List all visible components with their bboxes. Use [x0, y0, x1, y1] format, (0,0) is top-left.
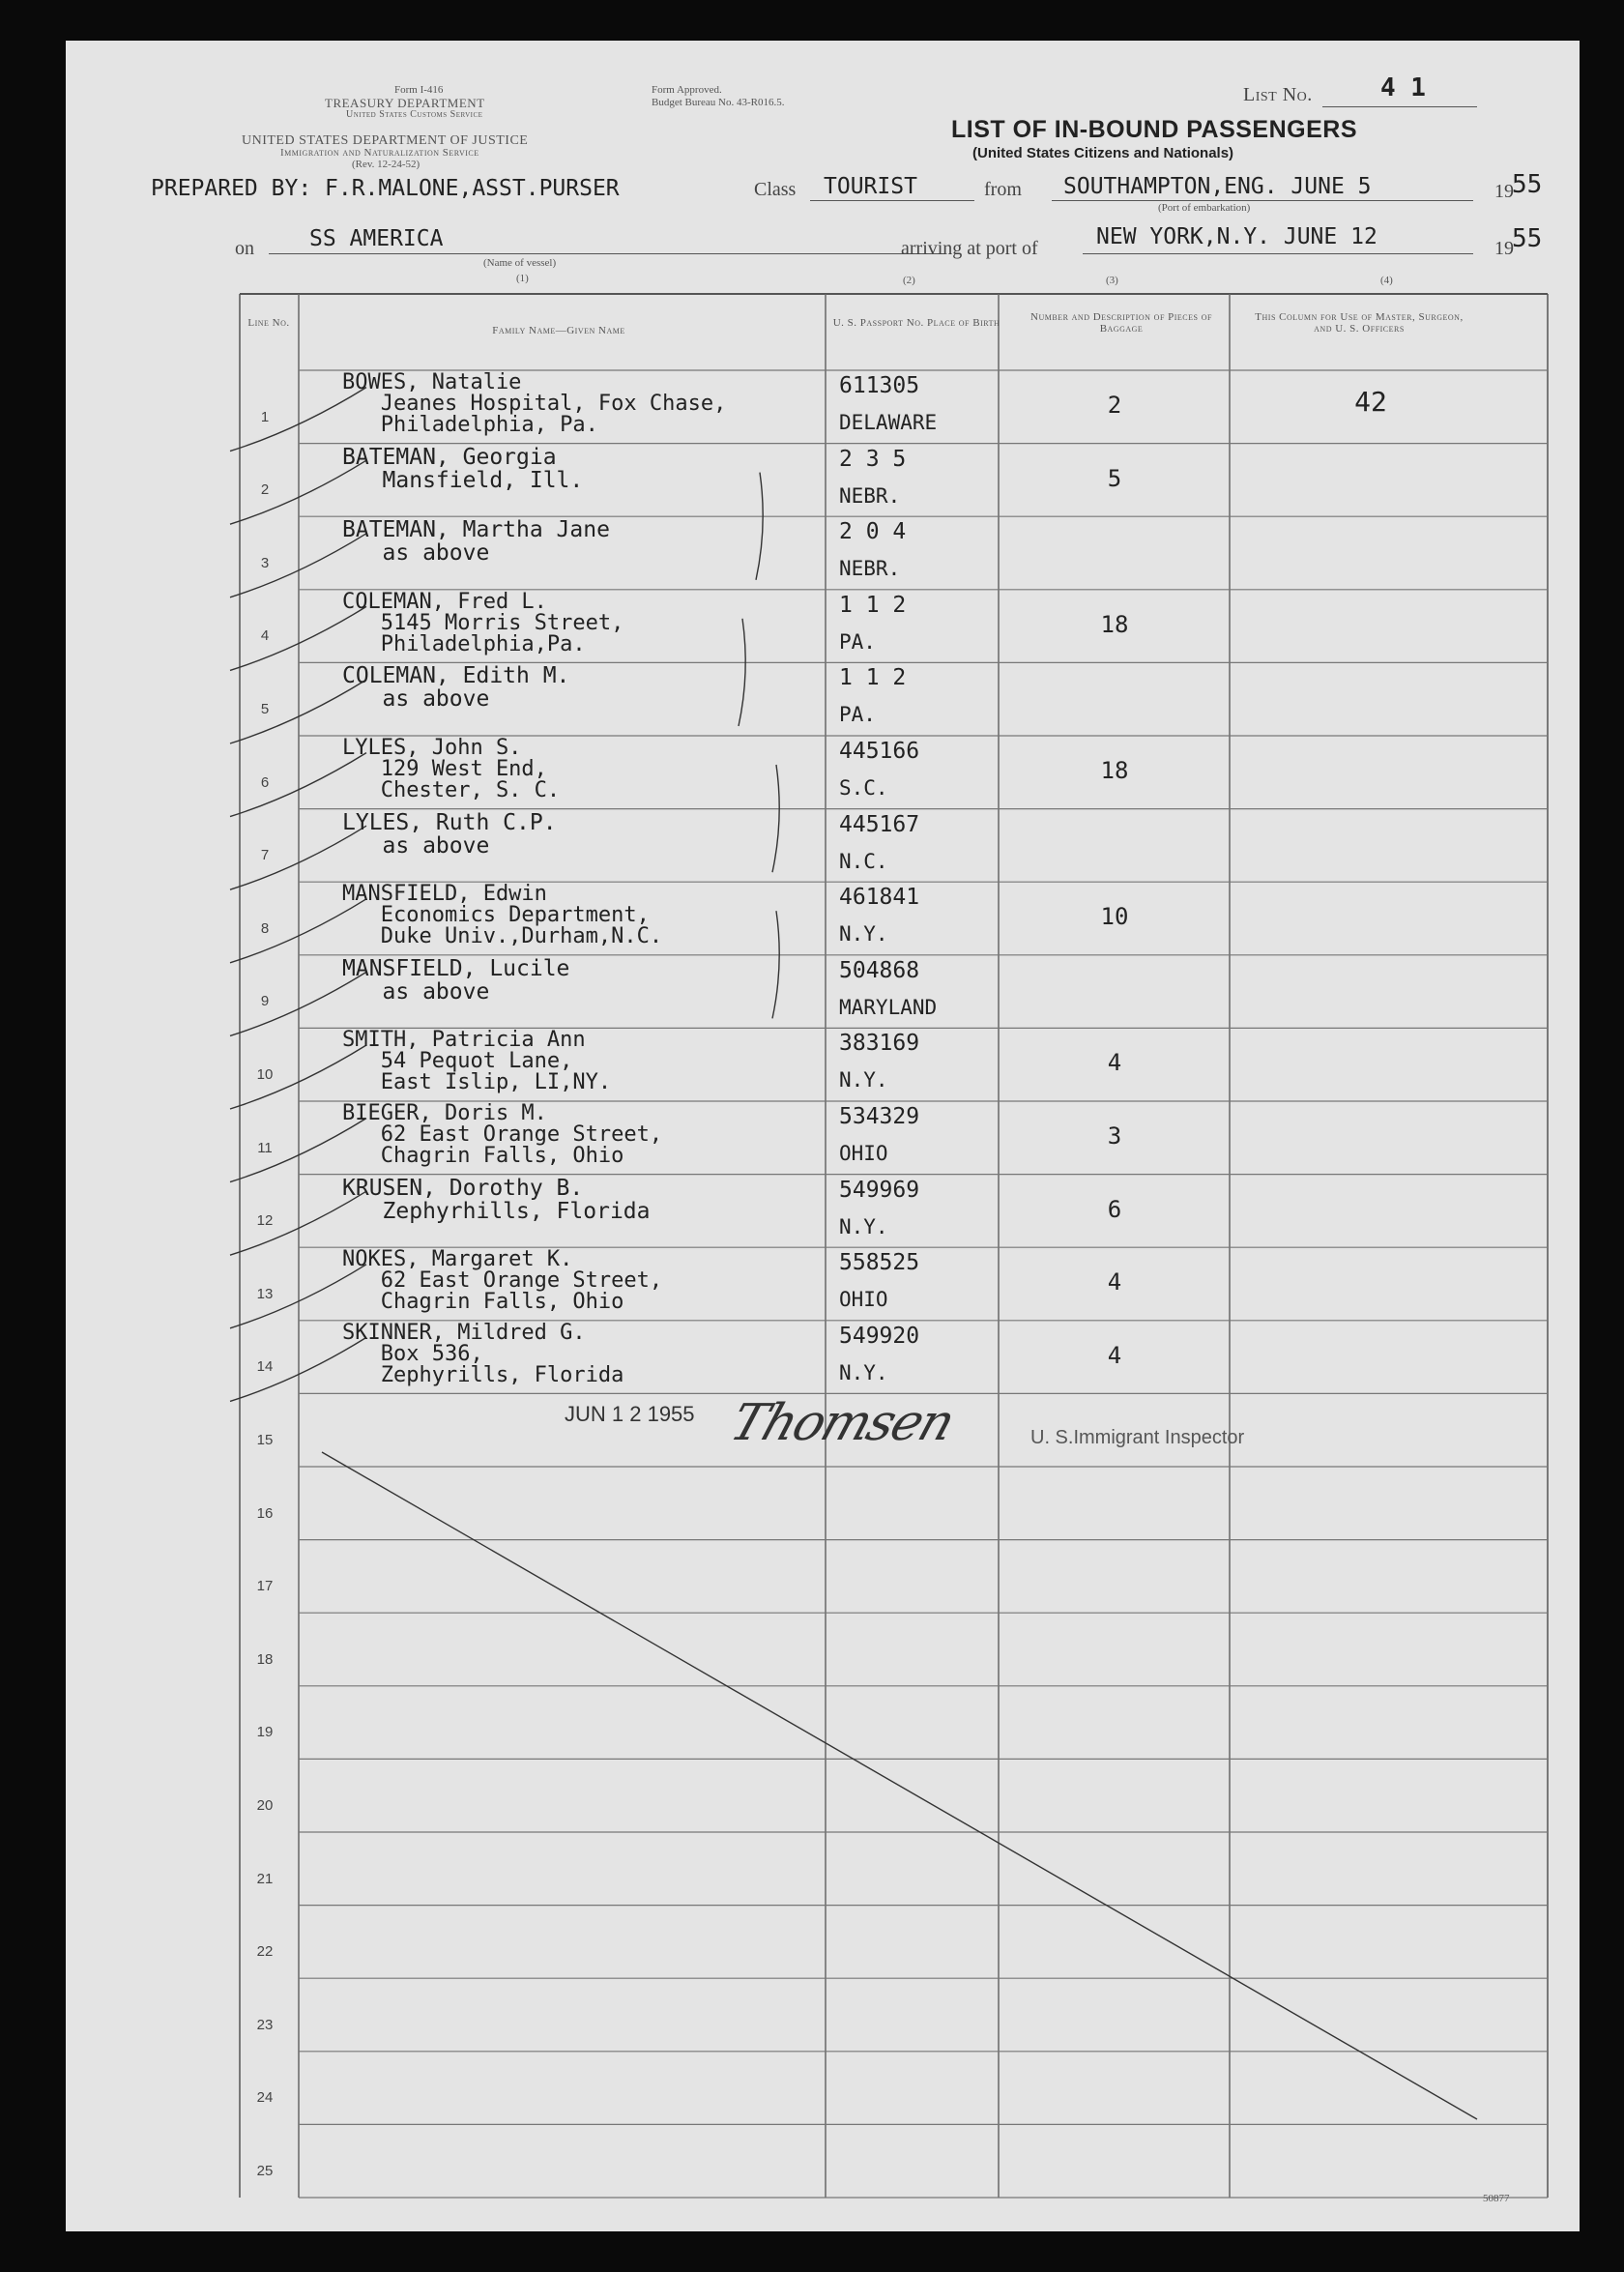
passenger-name-address: SKINNER, Mildred G. Box 536, Zephyrills, Florida: [342, 1320, 624, 1387]
passport-number: 549920: [839, 1323, 920, 1349]
place-of-birth: NEBR.: [839, 483, 901, 508]
column-number-2: (2): [903, 275, 915, 286]
inspection-date-stamp: JUN 1 2 1955: [565, 1402, 695, 1426]
line-number: 22: [256, 1943, 274, 1961]
line-number: 17: [256, 1578, 274, 1595]
col-header-name: Family Name—Given Name: [492, 325, 625, 336]
passport-number: 2 0 4: [839, 519, 907, 545]
family-bracket: [739, 619, 745, 726]
line-number: 23: [256, 2016, 274, 2033]
page-title: LIST OF IN-BOUND PASSENGERS: [951, 116, 1358, 143]
from-label: from: [984, 179, 1022, 200]
line-number: 18: [256, 1650, 274, 1668]
line-number: 14: [256, 1358, 274, 1376]
place-of-birth: S.C.: [839, 776, 888, 800]
form-number: Form I-416: [394, 84, 444, 96]
passenger-name-address: BATEMAN, Georgia Mansfield, Ill.: [342, 444, 584, 493]
class-label: Class: [754, 179, 797, 200]
line-number: 13: [256, 1285, 274, 1302]
inspector-signature: Thomsen: [723, 1394, 961, 1452]
col-header-baggage: Number and Description of Pieces of Baggage: [1030, 311, 1212, 335]
vessel-name: SS AMERICA: [309, 226, 444, 251]
year-prefix-1: 19: [1494, 181, 1514, 202]
place-of-birth: PA.: [839, 629, 876, 654]
passport-number: 445167: [839, 811, 920, 837]
place-of-birth: N.Y.: [839, 1360, 888, 1384]
table-grid: [66, 41, 1580, 2231]
list-no-label: List No.: [1243, 84, 1313, 105]
baggage-count: 2: [1107, 392, 1122, 419]
line-number: 3: [260, 554, 270, 571]
line-number: 21: [256, 1870, 274, 1887]
embarkation-value: SOUTHAMPTON,ENG. JUNE 5: [1063, 174, 1372, 199]
prepared-by: PREPARED BY: F.R.MALONE,ASST.PURSER: [151, 176, 620, 201]
line-number: 15: [256, 1432, 274, 1448]
passenger-name-address: BATEMAN, Martha Jane as above: [342, 517, 610, 567]
family-bracket: [772, 911, 779, 1018]
arrival-value: NEW YORK,N.Y. JUNE 12: [1096, 224, 1378, 249]
col-header-line: Line No.: [247, 317, 290, 329]
customs-service: United States Customs Service: [346, 109, 483, 120]
list-number: 4 1: [1380, 73, 1426, 102]
year-prefix-2: 19: [1494, 238, 1514, 259]
treasury-dept: TREASURY DEPARTMENT: [325, 96, 485, 110]
on-label: on: [235, 238, 254, 259]
place-of-birth: DELAWARE: [839, 411, 938, 434]
place-of-birth: OHIO: [839, 1142, 888, 1165]
line-number: 7: [260, 847, 270, 864]
year-1: 55: [1512, 170, 1543, 199]
line-number: 10: [256, 1066, 274, 1083]
line-number: 20: [256, 1797, 274, 1814]
passport-number: 2 3 5: [839, 446, 907, 472]
passenger-name-address: MANSFIELD, Lucile as above: [342, 955, 570, 1005]
vessel-note: (Name of vessel): [483, 257, 557, 269]
line-number: 9: [260, 993, 270, 1010]
passenger-name-address: BIEGER, Doris M. 62 East Orange Street, Chagrin Falls, Ohio: [342, 1101, 663, 1168]
line-number: 5: [260, 701, 270, 717]
inspector-title: U. S.Immigrant Inspector: [1030, 1427, 1245, 1448]
col-header-passport: U. S. Passport No. Place of Birth: [832, 317, 1000, 329]
baggage-count: 5: [1107, 464, 1122, 492]
baggage-count: 4: [1107, 1268, 1122, 1296]
passport-number: 549969: [839, 1177, 920, 1203]
place-of-birth: N.Y.: [839, 1214, 888, 1238]
passport-number: 504868: [839, 957, 920, 983]
class-value: TOURIST: [824, 174, 917, 199]
line-number: 2: [260, 481, 270, 499]
place-of-birth: OHIO: [839, 1288, 888, 1312]
port-embarkation-note: (Port of embarkation): [1158, 202, 1251, 214]
baggage-count: 3: [1107, 1122, 1122, 1150]
manifest-page: [66, 41, 1580, 2231]
line-number: 12: [256, 1212, 274, 1230]
passport-number: 461841: [839, 885, 920, 911]
passport-number: 558525: [839, 1250, 920, 1276]
arriving-label: arriving at port of: [901, 238, 1038, 259]
officer-note: 42: [1354, 386, 1387, 418]
passenger-name-address: LYLES, John S. 129 West End, Chester, S. C.: [342, 736, 561, 802]
passport-number: 445166: [839, 739, 920, 764]
baggage-count: 4: [1107, 1049, 1122, 1077]
line-number: 6: [260, 773, 270, 791]
line-number: 1: [260, 408, 270, 425]
place-of-birth: N.Y.: [839, 1068, 888, 1092]
place-of-birth: PA.: [839, 703, 876, 727]
line-number: 25: [256, 2163, 274, 2179]
line-number: 16: [256, 1504, 274, 1522]
baggage-count: 6: [1107, 1195, 1122, 1223]
passenger-name-address: KRUSEN, Dorothy B. Zephyrhills, Florida: [342, 1175, 651, 1224]
line-number: 11: [257, 1139, 273, 1156]
passenger-name-address: MANSFIELD, Edwin Economics Department, Duke Univ.,Durham,N.C.: [342, 882, 663, 949]
year-2: 55: [1512, 224, 1543, 253]
budget-bureau: Budget Bureau No. 43-R016.5.: [652, 97, 785, 108]
footer-code: 50877: [1483, 2193, 1510, 2204]
passport-number: 534329: [839, 1104, 920, 1129]
family-bracket: [772, 765, 779, 872]
passport-number: 1 1 2: [839, 592, 907, 618]
passenger-name-address: BOWES, Natalie Jeanes Hospital, Fox Chase, Philadelphia, Pa.: [342, 370, 727, 437]
passenger-name-address: COLEMAN, Edith M. as above: [342, 663, 570, 713]
place-of-birth: N.C.: [839, 849, 888, 873]
baggage-count: 10: [1100, 903, 1129, 931]
passenger-name-address: LYLES, Ruth C.P. as above: [342, 809, 557, 859]
revision-date: (Rev. 12-24-52): [352, 159, 420, 170]
place-of-birth: N.Y.: [839, 922, 888, 947]
form-approved: Form Approved.: [652, 84, 722, 96]
ins-service: Immigration and Naturalization Service: [280, 147, 479, 159]
place-of-birth: NEBR.: [839, 557, 901, 581]
passenger-name-address: NOKES, Margaret K. 62 East Orange Street, Chagrin Falls, Ohio: [342, 1247, 663, 1315]
line-number: 8: [260, 919, 270, 937]
col-header-officers: This Column for Use of Master, Surgeon, and U. S. Officers: [1255, 311, 1464, 335]
baggage-count: 4: [1107, 1341, 1122, 1369]
justice-dept: UNITED STATES DEPARTMENT OF JUSTICE: [242, 133, 529, 148]
passport-number: 1 1 2: [839, 665, 907, 691]
line-number: 19: [256, 1724, 274, 1741]
passport-number: 611305: [839, 373, 920, 398]
passport-number: 383169: [839, 1031, 920, 1057]
family-bracket: [756, 473, 763, 580]
column-number-1: (1): [516, 273, 529, 284]
column-number-3: (3): [1106, 275, 1118, 286]
line-number: 4: [260, 627, 270, 645]
column-number-4: (4): [1380, 275, 1393, 286]
baggage-count: 18: [1100, 610, 1129, 638]
baggage-count: 18: [1100, 757, 1129, 784]
place-of-birth: MARYLAND: [839, 995, 938, 1019]
cancel-stroke: [322, 1452, 1477, 2119]
line-number: 24: [256, 2089, 274, 2107]
passenger-name-address: SMITH, Patricia Ann 54 Pequot Lane, East Islip, LI,NY.: [342, 1028, 612, 1095]
passenger-name-address: COLEMAN, Fred L. 5145 Morris Street, Philadelphia,Pa.: [342, 589, 624, 656]
page-subtitle: (United States Citizens and Nationals): [972, 145, 1234, 161]
